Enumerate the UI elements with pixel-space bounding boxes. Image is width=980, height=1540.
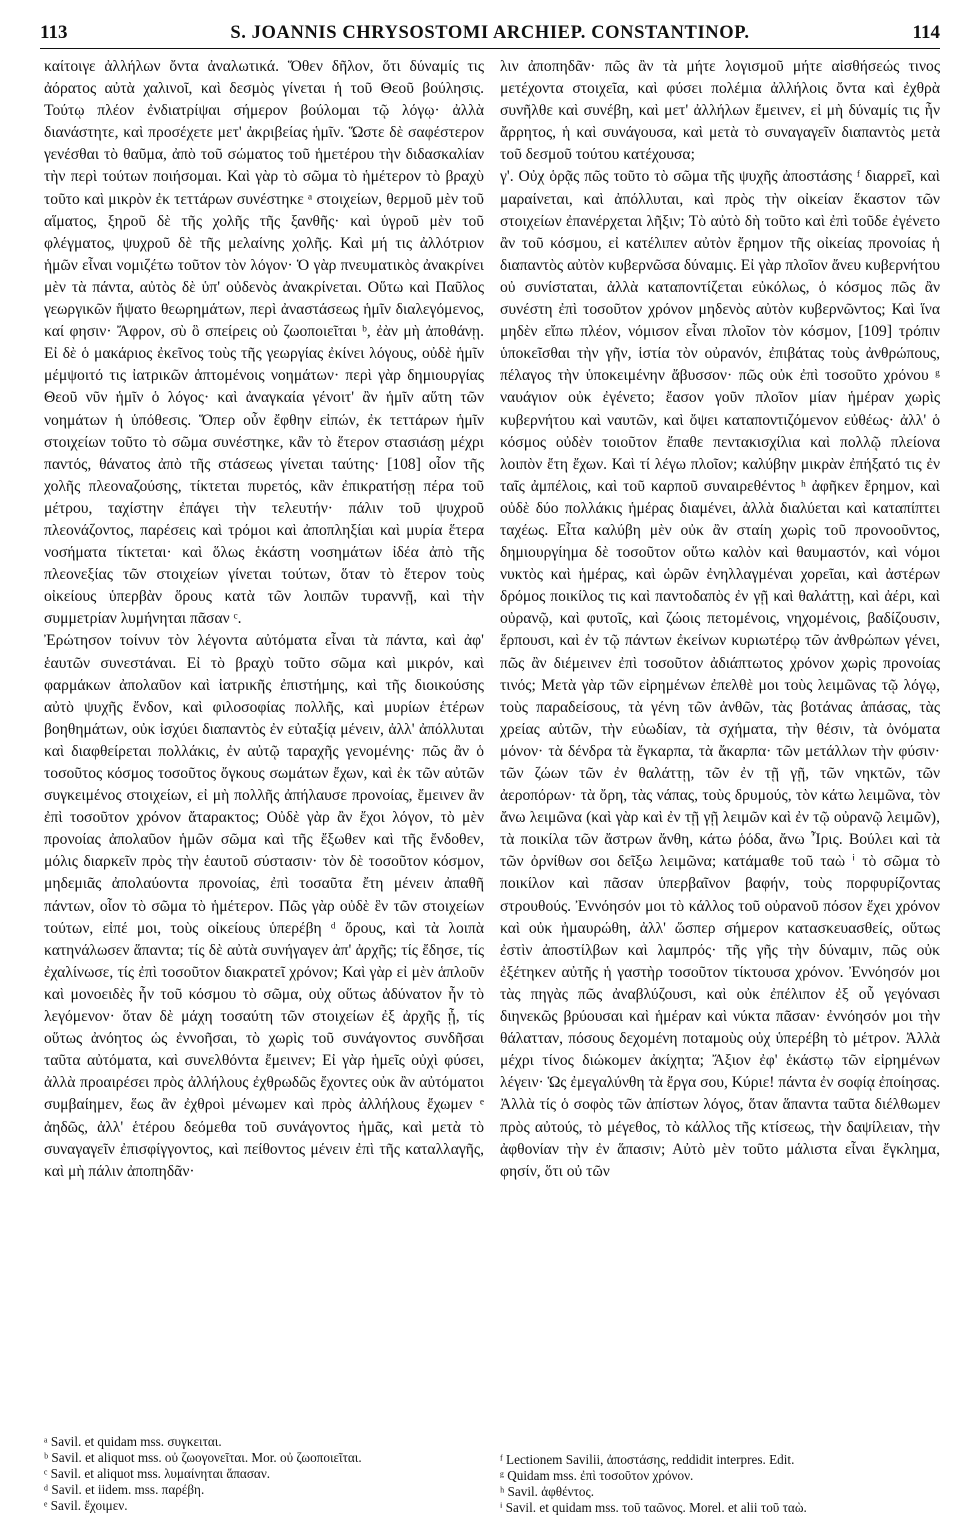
footnote-b: ᵇ Savil. et aliquot mss. οὐ ζωογονεῖται. Mor. οὐ ζωοποιεῖται. <box>44 1450 362 1465</box>
page-number-left: 113 <box>40 22 68 43</box>
footnote-c: ᶜ Savil. et aliquot mss. λυμαίνηται ἅπασαν. <box>44 1466 271 1481</box>
left-column <box>44 56 484 1183</box>
running-title: S. JOANNIS CHRYSOSTOMI ARCHIEP. CONSTANTINOP. <box>230 23 750 43</box>
left-paragraph-2: Ἐρώτησον τοίνυν τὸν λέγοντα αὐτόματα εἶναι τὰ πάντα, καὶ ἀφ' ἑαυτῶν συνεστάναι. Εἰ τὸ βραχὺ τοῦτο σῶμα καὶ μικρόν, καὶ φαρμάκων ἀπολαῦον καὶ ἰατρικῆς ἐπιστήμης, καὶ τῆς διοικούσης αὐτὸ ψυχῆς ἔνδον, καὶ φιλοσοφίας πολλῆς, καὶ μυρίων ἑτέρων βοηθημάτων, οὐκ ἰσχύει διαπαντὸς ἐν εὐταξίᾳ μένειν, ἀλλ' ἀπόλλυται καὶ διαφθείρεται πολλάκις, ἐν αὐτῷ ταραχῆς γενομένης· πῶς ἂν ὁ τοσοῦτος κόσμος τοσοῦτος ὄγκους σωμάτων ἔχων, καὶ ἐκ τῶν αὐτῶν συγκειμένος στοιχείων, εἰ μὴ πολλῆς ἀπήλαυσε προνοίας, ἔμεινεν ἂν ἐπὶ τοσοῦτον χρόνον ἄταρακτος; Οὐδὲ γὰρ ἂν ἔχοι λόγον, τὸ μὲν προνοίας ἀπολαῦον ἡμῶν σῶμα καὶ τῆς ἔξωθεν καὶ τῆς ἔνδοθεν, μόλις διαρκεῖν πρὸς τὴν ἑαυτοῦ σύστασιν· τὸν δὲ τοσοῦτον κόσμον, μηδεμιᾶς ἀπολαύοντα προνοίας, ἐπὶ τοσαῦτα ἔτη μένειν ἀπαθῆ πάντων, οἷον τὸ σῶμα τὸ ἡμέτερον. Πῶς γὰρ οὐδὲ ἓν τῶν στοιχείων τούτων, εἰπέ μοι, τοὺς οἰκείους ὑπερέβη ᵈ ὅρους, καὶ τὰ λοιπὰ κατηνάλωσεν ἅπαντα; τίς δὲ αὐτὰ συνήγαγεν ἀπ' ἀρχῆς; τίς ἔδησε, τίς ἐχαλίνωσε, τίς ἐπὶ τοσοῦτον διακρατεῖ χρόνον; Καὶ γὰρ εἰ μὲν ἁπλοῦν καὶ μονοειδὲς ἦν τοῦ κόσμου τὸ σῶμα, οὐχ οὕτως ἀδύνατον ἦν τὸ λεγόμενον· ὅταν δὲ μάχη τοσαύτη τῶν στοιχείων ἐξ ἀρχῆς ᾖ, τίς οὕτως ἀνόητος ὡς ἐννοῆσαι, τὸ χωρὶς τοῦ συνάγοντος συνδῆσαι ταῦτα αὐτόματα, καὶ συνελθόντα ἔμεινεν; Εἰ γὰρ ἡμεῖς οὐχὶ φύσει, ἀλλὰ προαιρέσει πρὸς ἀλλήλους ἐχθρωδῶς ἔχοντες οὐκ ἂν αὐτόματοι συμβαίημεν, ἕως ἂν ἐχθροὶ μένωμεν καὶ πρὸς ἀλλήλους ἔχωμεν ᵉ ἀηδῶς, ἀλλ' ἑτέρου δεόμεθα τοῦ συνάγοντος ἡμᾶς, καὶ μετὰ τὸ συναγαγεῖν ἐπισφίγγοντος, καὶ πείθοντος μένειν ἐπὶ τῆς καταλλαγῆς, καὶ μὴ πάλιν ἀποπηδᾶν· <box>44 632 484 1180</box>
page-header <box>40 22 940 49</box>
footnote-g: ᵍ Quidam mss. ἐπὶ τοσοῦτον χρόνον. <box>500 1468 694 1483</box>
footnote-f: ᶠ Lectionem Savilii, ἀποστάσης, reddidit interpres. Edit. <box>500 1452 795 1467</box>
left-paragraph-1: καίτοιγε ἀλλήλων ὄντα ἀναλωτικά. Ὅθεν δῆλον, ὅτι δύναμίς τις ἀόρατος αὐτὰ χαλινοῖ, καὶ δεσμὸς γίνεται ἡ τοῦ Θεοῦ βούλησις. Τούτῳ πλέον ἐνδιατρίψαι σήμερον βούλομαι τῷ λόγῳ· ἀλλὰ διανάστητε, καὶ προσέχετε μετ' ἀκριβείας ἡμῖν. Ὥστε δὲ σαφέστερον γενέσθαι τὸ θαῦμα, ἀπὸ τοῦ σώματος τοῦ ἡμετέρου τὴν διδασκαλίαν τὴν περὶ τούτων ποιήσομαι. Καὶ γὰρ τὸ σῶμα τὸ ἡμέτερον τὸ βραχὺ τοῦτο καὶ μικρὸν ἐκ τεττάρων συνέστηκε ᵃ στοιχείων, θερμοῦ μὲν τοῦ αἵματος, ξηροῦ δὲ τῆς χολῆς τῆς ξανθῆς· καὶ ὑγροῦ μὲν τοῦ φλέγματος, ψυχροῦ δὲ τῆς μελαίνης χολῆς. Καὶ μή τις ἀλλότριον ἡμῶν εἶναι νομιζέτω τοῦτον τὸν λόγον· Ὁ γὰρ πνευματικὸς ἀνακρίνει μὲν τὰ πάντα, αὐτὸς δὲ ὑπ' οὐδενὸς ἀνακρίνεται. Οὕτω καὶ Παῦλος γεωργικῶν ἥψατο θεωρημάτων, περὶ ἀναστάσεως ἡμῖν διαλεγόμενος, καί φησιν· Ἄφρον, σὺ ὃ σπείρεις οὐ ζωοποιεῖται ᵇ, ἐὰν μὴ ἀποθάνῃ. Εἰ δὲ ὁ μακάριος ἐκεῖνος τοὺς τῆς γεωργίας ἐκίνει λόγους, οὐδὲ ἡμῖν μέμψοιτό τις ἰατρικῶν ἁπτομένοις νοημάτων· περὶ γὰρ δημιουργίας Θεοῦ νῦν ἡμῖν ὁ λόγος· καὶ ἀναγκαία γένοιτ' ἂν ἡμῖν αὕτη τῶν νοημάτων ἡ ὑπόθεσις. Ὅπερ οὖν ἔφθην εἰπών, ἐκ τεττάρων ἡμῖν στοιχείων τοῦτο τὸ σῶμα συνέστηκε, κἂν τὸ ἕτερον στασιάσῃ μέχρι παντός, θάνατος ἀπὸ τῆς στάσεως γίνεται ταύτης· [108] οἷον τῆς χολῆς πλεοναζούσης, τίκτεται πυρετός, κἂν ἐπικρατήσῃ πέρα τοῦ μέτρου, ταχίστην ἐπάγει τὴν τελευτήν· πάλιν τοῦ ψυχροῦ πλεονάζοντος, παρέσεις καὶ τρόμοι καὶ ἀποπληξίαι καὶ μυρία ἕτερα νοσήματα τίκτεται· καὶ ὅλως ἑκάστη νοσημάτων ἰδέα ἀπὸ τῆς πλεονεξίας τῶν στοιχείων γίνεται τούτων, ὅταν τὸ ἕτερον τοὺς οἰκείους ὑπερβὰν ὅρους κατὰ τῶν λοιπῶν τυραννῇ, καὶ τὴν συμμετρίαν λυμήνηται πᾶσαν ᶜ. <box>44 58 484 628</box>
right-column <box>500 56 940 1183</box>
footnote-i: ⁱ Savil. et quidam mss. τοῦ ταῶνος. Morel. et alii τοῦ ταὼ. <box>500 1500 807 1515</box>
footnote-a: ᵃ Savil. et quidam mss. συγκειται. <box>44 1434 222 1449</box>
page-number-right: 114 <box>912 22 940 43</box>
footnote-d: ᵈ Savil. et iidem. mss. παρέβη. <box>44 1482 205 1497</box>
right-paragraph-1: λιν ἀποπηδᾶν· πῶς ἂν τὰ μήτε λογισμοῦ μήτε αἰσθήσεώς τινος μετέχοντα στοιχεῖα, καὶ φύσει πολέμια ἀλλήλοις ὄντα καὶ ἐχθρὰ συνῆλθε καὶ συνέβη, καὶ μετ' ἀλλήλων ἔμεινεν, εἰ μὴ δύναμίς τις ἦν ἄρρητος, ἡ καὶ συνάγουσα, καὶ μετὰ τὸ συναγαγεῖν διαπαντὸς μετὰ τοῦ δεσμοῦ τούτου κατέχουσα; <box>500 58 940 164</box>
right-paragraph-2: γ'. Οὐχ ὁρᾷς πῶς τοῦτο τὸ σῶμα τῆς ψυχῆς ἀποστάσης ᶠ διαρρεῖ, καὶ μαραίνεται, καὶ ἀπόλλυται, καὶ πρὸς τὴν οἰκείαν ἕκαστον τῶν στοιχείων ἐπανέρχεται λῆξιν; Τὸ αὐτὸ δὴ τοῦτο καὶ ἐπὶ τοῦδε ἐγένετο ἂν τοῦ κόσμου, εἰ κατέλιπεν αὐτὸν ἔρημον τῆς οἰκείας προνοίας ἡ διαπαντὸς αὐτὸν κυβερνῶσα δύναμις. Εἰ γὰρ πλοῖον ἄνευ κυβερνήτου οὐ συνίσταται, ἀλλὰ καταποντίζεται εὐκόλως, ὁ κόσμος πῶς ἂν συνέστη ἐπὶ τοσοῦτον χρόνον μηδενὸς αὐτὸν κυβερνῶντος; Καὶ ἵνα μηδὲν εἴπω πλέον, νόμισον εἶναι πλοῖον τὸν κόσμον, [109] τρόπιν ὑποκεῖσθαι τὴν γῆν, ἱστία τὸν οὐρανόν, ἐπιβάτας τοὺς ἀνθρώπους, πέλαγος τὴν ὑποκειμένην ἄβυσσον· πῶς οὐκ ἐπὶ τοσοῦτο χρόνου ᵍ ναυάγιον οὐκ ἐγένετο; ἔασον γοῦν πλοῖον μίαν ἡμέραν χωρὶς κυβερνήτου καὶ ναυτῶν, καὶ ὄψει καταποντιζόμενον εὐθέως· ἀλλ' ὁ κόσμος οὐδὲν τοιοῦτον ἔπαθε πεντακισχίλια καὶ πολλῷ πλείονα λοιπὸν ἔτη ἔχων. Καὶ τί λέγω πλοῖον; καλύβην μικρὰν ἐπήξατό τις ἐν ταῖς ἀμπέλοις, καὶ τοῦ καρποῦ συναιρεθέντος ʰ ἀφῆκεν ἔρημον, καὶ οὐδὲ δύο πολλάκις ἡμέρας διαμένει, ἀλλὰ διαλύεται καὶ καταπίπτει ταχέως. Εἶτα καλύβη μὲν οὐκ ἂν σταίη χωρὶς τοῦ προνοοῦντος, δημιουργίημα δὲ τοσοῦτον οὕτω καλὸν καὶ θαυμαστόν, καὶ νόμοι νυκτὸς καὶ ἡμέρας, καὶ ὡρῶν ἐνηλλαγμέναι χορεῖαι, καὶ ἀστέρων δρόμος ποικίλος τις καὶ παντοδαπὸς ἐν γῇ καὶ θαλάττῃ, καὶ ἀέρι, καὶ οὐρανῷ, καὶ φυτοῖς, καὶ ζώοις πετομένοις, νηχομένοις, βαδίζουσιν, ἕρπουσι, καὶ ἐν τῷ πάντων ἐκείνων κυριωτέρῳ τῶν ἀνθρώπων γένει, πῶς ἂν διέμεινεν ἐπὶ τοσοῦτον ἀδιάπτωτος χρόνον χωρὶς προνοίας τινός; Μετὰ γὰρ τῶν εἰρημένων ἐπελθὲ μοι τοὺς λειμῶνας τῷ λόγῳ, τοὺς παραδείσους, τὰ γένη τῶν ἀνθῶν, τὰς βοτάνας ἁπάσας, τὰς χρείας αὐτῶν, τὴν εὐωδίαν, τὰ σχήματα, τὴν θέσιν, τὰ ὀνόματα μόνον· τὰ δένδρα τὰ ἔγκαρπα, τὰ ἄκαρπα· τῶν μετάλλων τὴν φύσιν· τῶν ζώων τῶν ἐν θαλάττῃ, τῶν ἐν τῇ γῇ, τῶν νηκτῶν, τῶν ἀεροπόρων· τὰ ὄρη, τὰς νάπας, τοὺς δρυμούς, τὸν κάτω λειμῶνα, τὸν ἄνω λειμῶνα (καὶ γὰρ καὶ ἐν τῇ γῇ λειμῶν καὶ ἐν τῷ οὐρανῷ λειμῶν), τὰ ποικίλα τῶν ἄστρων ἄνθη, κάτω ῥόδα, ἄνω Ἶρις. Βούλει καὶ τὰ τῶν ὀρνίθων σοι δεῖξω λειμῶνα; κατάμαθε τοῦ ταὼ ⁱ τὸ σῶμα τὸ ποικίλον καὶ πᾶσαν ὑπερβαῖνον βαφήν, τοὺς πορφυρίζοντας στρουθούς. Ἐννόησόν μοι τὸ κάλλος τοῦ οὐρανοῦ πόσον ἔχει χρόνον καὶ οὐκ ἠμαυρώθη, ἀλλ' ὥσπερ σήμερον κατασκευασθείς, οὕτως ἐστὶν ἀποστίλβων καὶ λαμπρός· τῆς γῆς τὴν δύναμιν, πῶς οὐκ ἐξέτηκεν αὐτῆς ἡ γαστὴρ τοσοῦτον τίκτουσα χρόνον. Ἐννόησόν μοι τὰς πηγὰς πῶς ἀναβλύζουσι, καὶ οὐκ ἐπέλιπον ἐξ οὗ γεγόνασι διηνεκῶς βρύουσαι καὶ ἡμέραν καὶ νύκτα πᾶσαν· ἐννόησόν μοι τὴν θάλατταν, πόσους δεχομένη ποταμοὺς οὐχ ὑπερέβη τὸ μέτρον. Ἀλλὰ μέχρι τίνος διώκομεν ἀκίχητα; Ἄξιον ἐφ' ἑκάστῳ τῶν εἰρημένων λέγειν· Ὡς ἐμεγαλύνθη τὰ ἔργα σου, Κύριε! πάντα ἐν σοφίᾳ ἐποίησας. Ἀλλὰ τίς ὁ σοφὸς τῶν ἀπίστων λόγος, ὅταν ἅπαντα ταῦτα διέλθωμεν πρὸς αὐτούς, τὸ μέγεθος, τὸ κάλλος τῆς κτίσεως, τὴν δαψίλειαν, τὴν ἀφθονίαν τὴν ἐν ἅπασιν; Αὐτὸ μὲν τοῦτο μάλιστα εἶναι ἔγκλημα, φησίν, ὅτι οὐ τῶν <box>500 168 940 1180</box>
footnote-e: ᵉ Savil. ἔχοιμεν. <box>44 1498 128 1513</box>
footnotes-right <box>500 1452 940 1516</box>
footnotes-left <box>44 1434 484 1514</box>
footnote-h: ʰ Savil. ἀφθέντος. <box>500 1484 594 1499</box>
